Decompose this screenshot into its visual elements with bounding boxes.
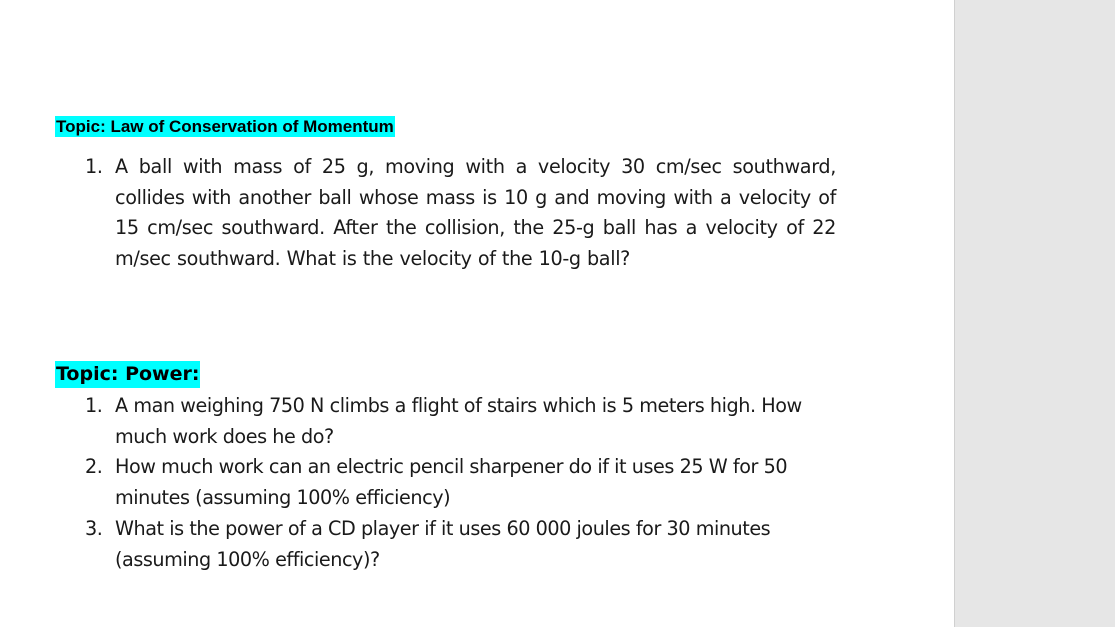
question-number: 2. [85, 455, 103, 479]
section-heading-momentum: Topic: Law of Conservation of Momentum [56, 117, 394, 136]
question-text: How much work can an electric pencil sharpener do if it uses 25 W for 50 minutes (assuming 100% efficiency) [115, 455, 788, 510]
question-item [0, 391, 825, 452]
question-list-momentum [0, 152, 836, 275]
question-item [0, 514, 825, 575]
question-item [0, 452, 825, 513]
section-heading-power: Topic: Power: [55, 361, 200, 388]
side-panel [954, 0, 1115, 627]
question-number: 3. [85, 516, 103, 540]
question-number: 1. [85, 155, 103, 178]
question-item [0, 152, 836, 275]
question-text: A man weighing 750 N climbs a flight of stairs which is 5 meters high. How much work does he do? [115, 394, 802, 448]
question-text: What is the power of a CD player if it uses 60 000 joules for 30 minutes (assuming 100% efficiency)? [115, 516, 771, 571]
question-number: 1. [85, 394, 103, 417]
question-text: A ball with mass of 25 g, moving with a velocity 30 cm/sec southward, collides with another ball whose mass is 10 g and moving with a velocity of 15 cm/sec southward. After the collision, the 25-g ball has a velocity of 22 m/sec southward. What is the velocity of the 10-g ball? [115, 155, 836, 271]
question-list-power [0, 391, 836, 575]
